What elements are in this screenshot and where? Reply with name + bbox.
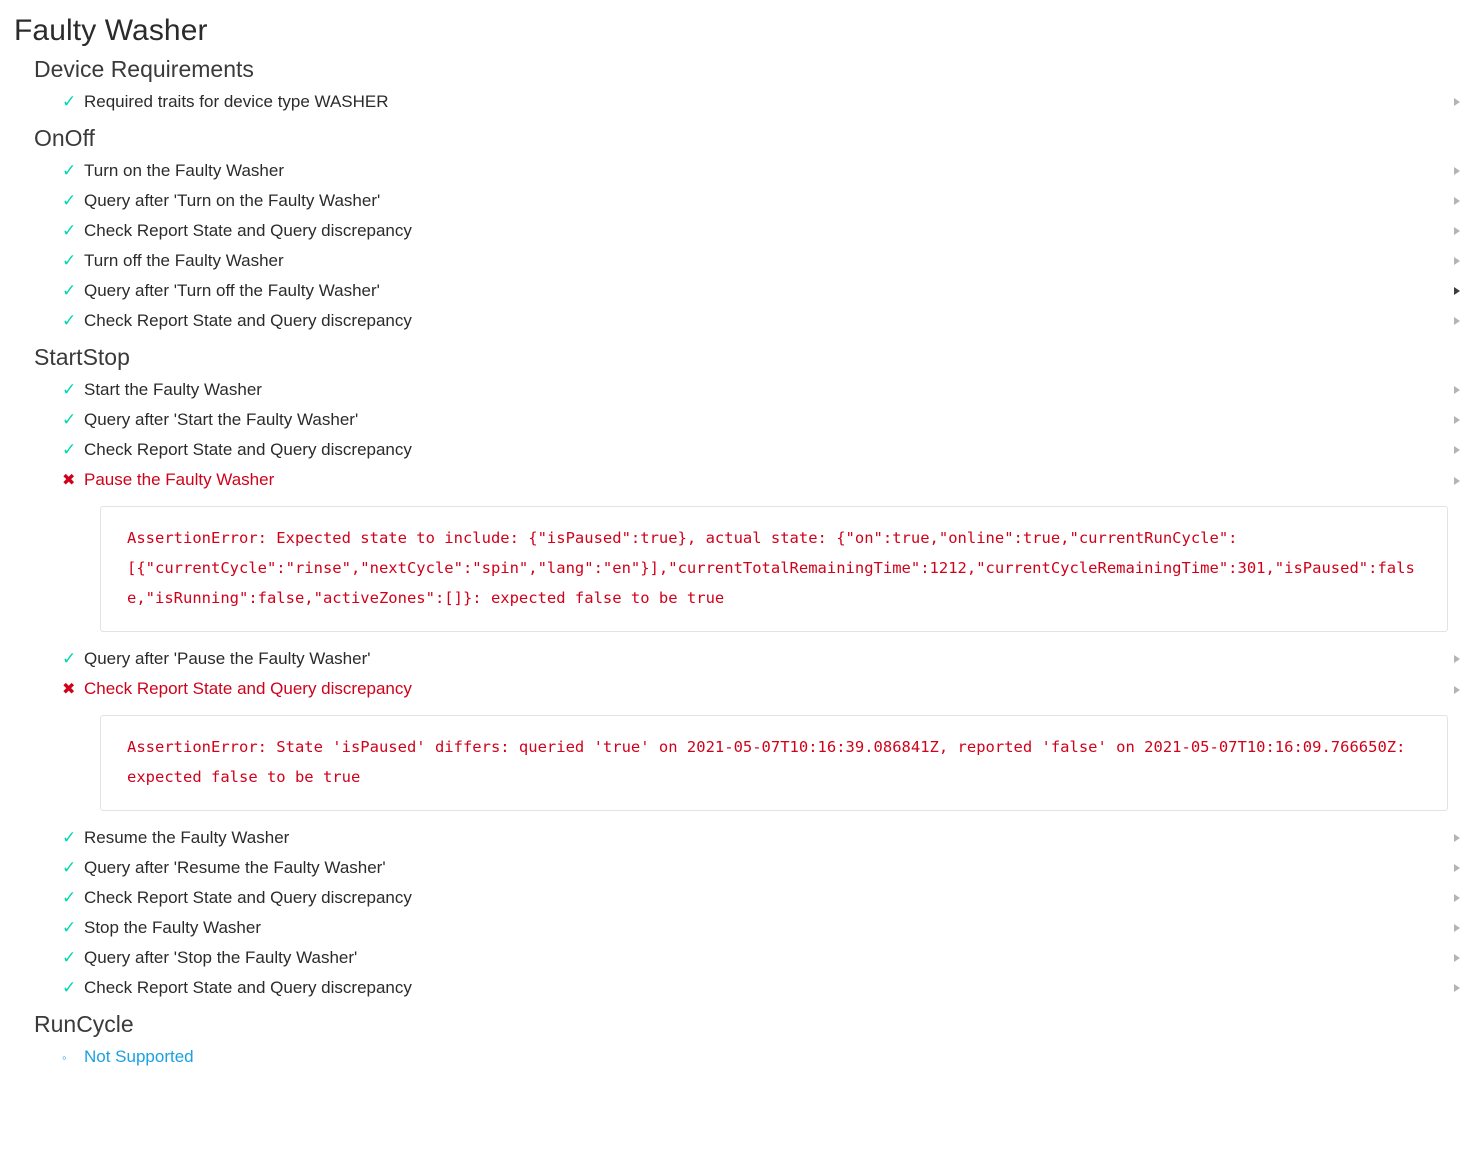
check-icon: ✓ xyxy=(62,221,77,240)
play-replay-icon[interactable] xyxy=(1454,167,1460,175)
test-row[interactable] xyxy=(62,823,1484,853)
test-title: Not Supported xyxy=(84,1047,194,1066)
test-row[interactable] xyxy=(62,87,1484,117)
play-replay-icon[interactable] xyxy=(1454,257,1460,265)
test-suite xyxy=(34,1011,1484,1073)
test-title: Turn off the Faulty Washer xyxy=(84,251,284,270)
play-replay-icon[interactable] xyxy=(1454,197,1460,205)
test-title: Check Report State and Query discrepancy xyxy=(84,978,412,997)
test-title: Query after 'Pause the Faulty Washer' xyxy=(84,649,371,668)
check-icon: ✓ xyxy=(62,978,77,997)
play-replay-icon[interactable] xyxy=(1454,317,1460,325)
test-title: Check Report State and Query discrepancy xyxy=(84,440,412,459)
check-icon: ✓ xyxy=(62,888,77,907)
test-title: Query after 'Resume the Faulty Washer' xyxy=(84,858,386,877)
cross-icon: ✖ xyxy=(62,472,76,489)
test-row[interactable] xyxy=(62,276,1484,306)
test-title: Required traits for device type WASHER xyxy=(84,92,389,111)
error-detail-box xyxy=(100,715,1448,811)
check-icon: ✓ xyxy=(62,858,77,877)
test-row[interactable] xyxy=(62,216,1484,246)
suite-title: Device Requirements xyxy=(34,56,254,82)
test-list xyxy=(62,1042,1484,1073)
check-icon: ✓ xyxy=(62,410,77,429)
play-replay-icon[interactable] xyxy=(1454,894,1460,902)
test-list xyxy=(62,375,1484,1003)
play-replay-icon[interactable] xyxy=(1454,954,1460,962)
test-row[interactable] xyxy=(62,156,1484,186)
test-title: Start the Faulty Washer xyxy=(84,380,262,399)
test-list xyxy=(62,156,1484,336)
play-replay-icon[interactable] xyxy=(1454,287,1460,295)
test-title: Check Report State and Query discrepancy xyxy=(84,888,412,907)
test-row[interactable] xyxy=(62,853,1484,883)
assertion-error-text: AssertionError: Expected state to include: {"isPaused":true}, actual state: {"on":true,"online":true,"currentRunCycle":[{"currentCycle":"rinse","nextCycle":"spin","lang":"en"}],"currentTotalRemainingTime":1212,"currentCycleRemainingTime":301,"isPaused":false,"isRunning":false,"activeZones":[]}: expected false to be true xyxy=(127,529,1415,607)
play-replay-icon[interactable] xyxy=(1454,98,1460,106)
play-replay-icon[interactable] xyxy=(1454,655,1460,663)
test-row[interactable] xyxy=(62,375,1484,405)
test-row[interactable] xyxy=(62,943,1484,973)
test-suite xyxy=(34,344,1484,1003)
assertion-error-text: AssertionError: State 'isPaused' differs: queried 'true' on 2021-05-07T10:16:39.086841Z, reported 'false' on 2021-05-07T10:16:09.766650Z: expected false to be true xyxy=(127,738,1415,786)
error-detail-box xyxy=(100,506,1448,632)
test-row[interactable] xyxy=(62,973,1484,1003)
check-icon: ✓ xyxy=(62,649,77,668)
test-row[interactable] xyxy=(62,246,1484,276)
test-title: Query after 'Stop the Faulty Washer' xyxy=(84,948,358,967)
play-replay-icon[interactable] xyxy=(1454,386,1460,394)
suite-list xyxy=(0,56,1484,1073)
test-row[interactable] xyxy=(62,674,1484,705)
test-title: Query after 'Turn off the Faulty Washer' xyxy=(84,281,380,300)
test-title: Check Report State and Query discrepancy xyxy=(84,221,412,240)
suite-title: RunCycle xyxy=(34,1011,134,1037)
test-row[interactable] xyxy=(62,465,1484,496)
test-suite xyxy=(34,125,1484,336)
test-row[interactable] xyxy=(62,186,1484,216)
test-title: Resume the Faulty Washer xyxy=(84,828,290,847)
check-icon: ✓ xyxy=(62,948,77,967)
play-replay-icon[interactable] xyxy=(1454,924,1460,932)
test-title: Check Report State and Query discrepancy xyxy=(84,311,412,330)
test-title: Pause the Faulty Washer xyxy=(84,470,275,489)
play-replay-icon[interactable] xyxy=(1454,864,1460,872)
check-icon: ✓ xyxy=(62,380,77,399)
test-title: Query after 'Start the Faulty Washer' xyxy=(84,410,359,429)
play-replay-icon[interactable] xyxy=(1454,416,1460,424)
suite-title: OnOff xyxy=(34,125,95,151)
check-icon: ✓ xyxy=(62,311,77,330)
test-suite xyxy=(34,56,1484,117)
test-row[interactable] xyxy=(62,435,1484,465)
test-title: Turn on the Faulty Washer xyxy=(84,161,284,180)
check-icon: ✓ xyxy=(62,281,77,300)
pending-dot-icon: ◦ xyxy=(62,1050,67,1065)
check-icon: ✓ xyxy=(62,161,77,180)
test-title: Check Report State and Query discrepancy xyxy=(84,679,412,698)
test-row[interactable] xyxy=(62,644,1484,674)
check-icon: ✓ xyxy=(62,251,77,270)
test-row[interactable] xyxy=(62,1042,1484,1073)
test-title: Query after 'Turn on the Faulty Washer' xyxy=(84,191,381,210)
test-list xyxy=(62,87,1484,117)
test-row[interactable] xyxy=(62,913,1484,943)
play-replay-icon[interactable] xyxy=(1454,686,1460,694)
suite-title: StartStop xyxy=(34,344,130,370)
test-row[interactable] xyxy=(62,405,1484,435)
play-replay-icon[interactable] xyxy=(1454,477,1460,485)
check-icon: ✓ xyxy=(62,918,77,937)
play-replay-icon[interactable] xyxy=(1454,446,1460,454)
check-icon: ✓ xyxy=(62,92,77,111)
check-icon: ✓ xyxy=(62,440,77,459)
test-title: Stop the Faulty Washer xyxy=(84,918,262,937)
check-icon: ✓ xyxy=(62,828,77,847)
cross-icon: ✖ xyxy=(62,681,76,698)
test-row[interactable] xyxy=(62,883,1484,913)
play-replay-icon[interactable] xyxy=(1454,834,1460,842)
play-replay-icon[interactable] xyxy=(1454,227,1460,235)
play-replay-icon[interactable] xyxy=(1454,984,1460,992)
test-row[interactable] xyxy=(62,306,1484,336)
check-icon: ✓ xyxy=(62,191,77,210)
page-title: Faulty Washer xyxy=(14,14,208,47)
